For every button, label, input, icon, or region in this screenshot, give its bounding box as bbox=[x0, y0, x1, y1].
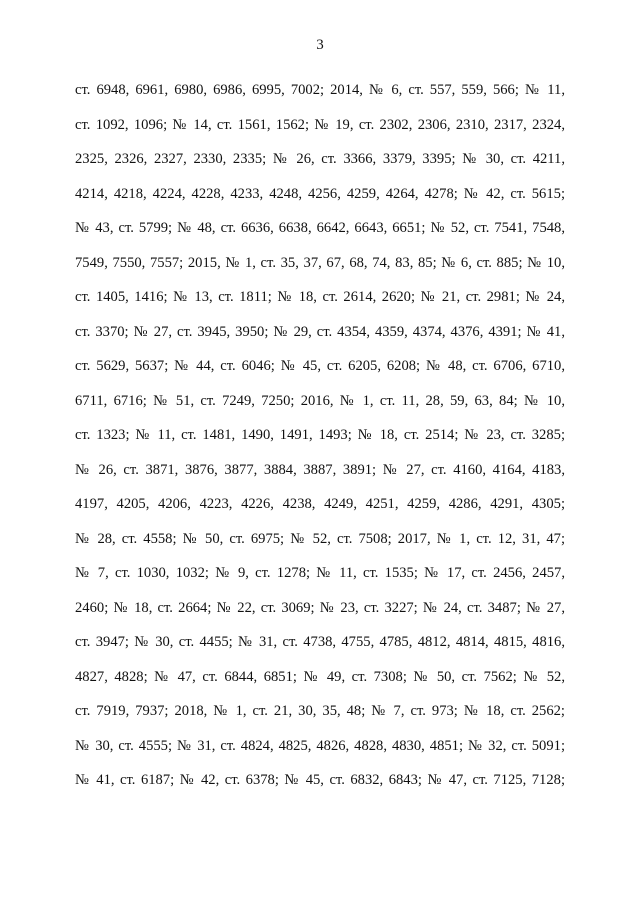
text-line: № 28, ст. 4558; № 50, ст. 6975; № 52, ст. 7508; 2017, № 1, ст. 12, 31, 47; bbox=[75, 530, 565, 547]
document-body bbox=[75, 80, 565, 805]
text-line: ст. 1405, 1416; № 13, ст. 1811; № 18, ст. 2614, 2620; № 21, ст. 2981; № 24, bbox=[75, 289, 565, 305]
text-line: 4214, 4218, 4224, 4228, 4233, 4248, 4256, 4259, 4264, 4278; № 42, ст. 5615; bbox=[75, 185, 565, 202]
text-line: ст. 3370; № 27, ст. 3945, 3950; № 29, ст. 4354, 4359, 4374, 4376, 4391; № 41, bbox=[75, 323, 565, 340]
text-line: № 7, ст. 1030, 1032; № 9, ст. 1278; № 11, ст. 1535; № 17, ст. 2456, 2457, bbox=[75, 565, 565, 581]
text-line: № 43, ст. 5799; № 48, ст. 6636, 6638, 6642, 6643, 6651; № 52, ст. 7541, 7548, bbox=[75, 220, 565, 236]
text-line: № 41, ст. 6187; № 42, ст. 6378; № 45, ст. 6832, 6843; № 47, ст. 7125, 7128; bbox=[75, 772, 565, 788]
text-line: 4827, 4828; № 47, ст. 6844, 6851; № 49, ст. 7308; № 50, ст. 7562; № 52, bbox=[75, 668, 565, 685]
text-line: № 26, ст. 3871, 3876, 3877, 3884, 3887, 3891; № 27, ст. 4160, 4164, 4183, bbox=[75, 461, 565, 478]
text-line: 2460; № 18, ст. 2664; № 22, ст. 3069; № 23, ст. 3227; № 24, ст. 3487; № 27, bbox=[75, 599, 565, 616]
text-line: 4197, 4205, 4206, 4223, 4226, 4238, 4249, 4251, 4259, 4286, 4291, 4305; bbox=[75, 496, 565, 512]
text-line: ст. 7919, 7937; 2018, № 1, ст. 21, 30, 35, 48; № 7, ст. 973; № 18, ст. 2562; bbox=[75, 703, 565, 719]
page-number: 3 bbox=[316, 37, 324, 53]
text-line: ст. 3947; № 30, ст. 4455; № 31, ст. 4738, 4755, 4785, 4812, 4814, 4815, 4816, bbox=[75, 634, 565, 650]
text-line: ст. 6948, 6961, 6980, 6986, 6995, 7002; 2014, № 6, ст. 557, 559, 566; № 11, bbox=[75, 82, 565, 98]
text-line: 6711, 6716; № 51, ст. 7249, 7250; 2016, № 1, ст. 11, 28, 59, 63, 84; № 10, bbox=[75, 392, 565, 409]
text-line: 2325, 2326, 2327, 2330, 2335; № 26, ст. 3366, 3379, 3395; № 30, ст. 4211, bbox=[75, 151, 565, 167]
text-line: № 30, ст. 4555; № 31, ст. 4824, 4825, 4826, 4828, 4830, 4851; № 32, ст. 5091; bbox=[75, 737, 565, 754]
text-line: ст. 5629, 5637; № 44, ст. 6046; № 45, ст. 6205, 6208; № 48, ст. 6706, 6710, bbox=[75, 358, 565, 374]
text-line: ст. 1323; № 11, ст. 1481, 1490, 1491, 1493; № 18, ст. 2514; № 23, ст. 3285; bbox=[75, 427, 565, 443]
text-line: 7549, 7550, 7557; 2015, № 1, ст. 35, 37, 67, 68, 74, 83, 85; № 6, ст. 885; № 10, bbox=[75, 254, 565, 271]
text-line: ст. 1092, 1096; № 14, ст. 1561, 1562; № 19, ст. 2302, 2306, 2310, 2317, 2324, bbox=[75, 116, 565, 133]
